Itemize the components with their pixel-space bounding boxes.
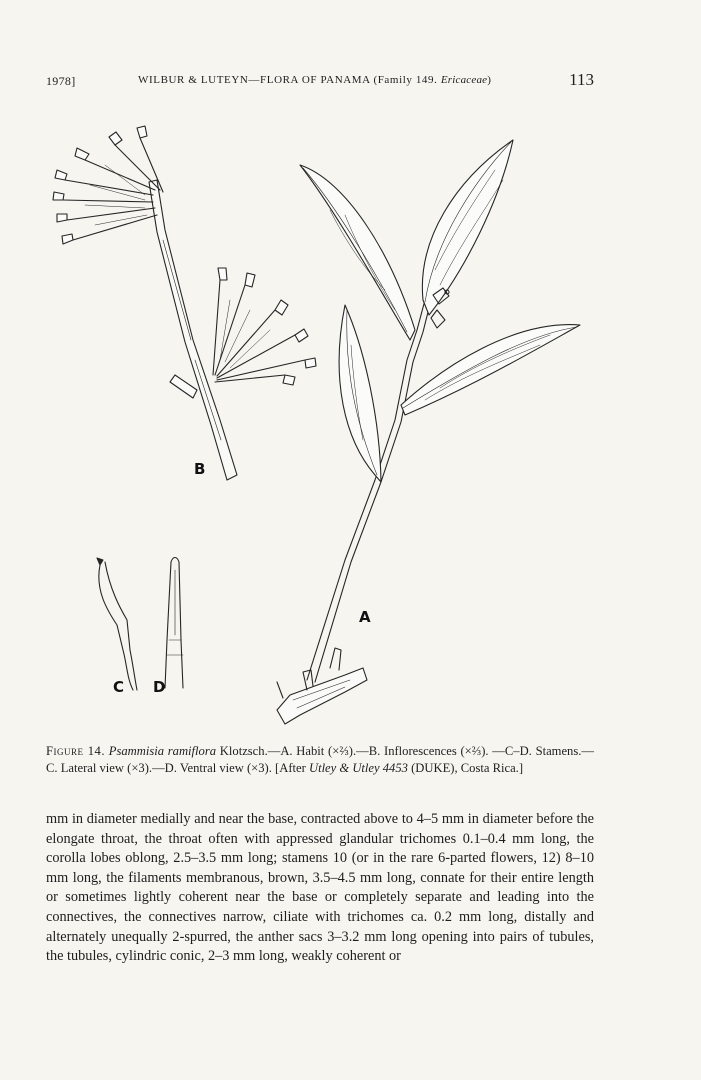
figure-label-a: A xyxy=(359,608,371,626)
figure-caption xyxy=(46,743,594,777)
stamen-lateral-c xyxy=(97,558,137,690)
caption-figure-number: Figure 14. xyxy=(46,744,105,758)
caption-species: Psammisia ramiflora xyxy=(108,744,217,758)
botanical-illustration xyxy=(45,120,655,740)
running-header xyxy=(46,70,594,92)
header-title-main: WILBUR & LUTEYN—FLORA OF PANAMA (Family 149. xyxy=(138,74,438,86)
header-title xyxy=(138,74,492,86)
caption-text-1: Klotzsch.—A. Habit (×⅔).—B. Inflorescences (×⅔). —C–D. Stamens.—C. Lateral view (×3).—D. Ventral view (×3). [After xyxy=(46,744,594,775)
header-title-family: Ericaceae xyxy=(440,74,488,86)
figure-label-c: C xyxy=(113,678,125,696)
figure-label-d: D xyxy=(153,678,166,696)
figure-label-b: B xyxy=(194,460,206,478)
caption-after: Utley & Utley 4453 xyxy=(308,761,408,775)
plant-drawing xyxy=(45,120,655,740)
inflorescence-drawing-b xyxy=(53,126,316,480)
header-title-close: ) xyxy=(487,74,492,86)
stamen-ventral-d xyxy=(165,558,183,689)
habit-drawing-a xyxy=(277,140,580,724)
caption-text-2: (DUKE), Costa Rica.] xyxy=(407,761,524,775)
body-paragraph: mm in diameter medially and near the base, contracted above to 4–5 mm in diameter before the elongate throat, the throat often with appressed glandular trichomes 0.1–0.4 mm long, the corolla lobes oblong, 2.5–3.5 mm long; stamens 10 (or in the rare 6-parted flowers, 12) 8–10 mm long, the filaments membranous, brown, 3.5–4.5 mm long, connate for their entire length or sometimes lightly coherent near the base or completely separate and leading into the connectives, the connectives narrow, ciliate with trichomes ca. 0.2 mm long, distally and alternately unequally 2-spurred, the anther sacs 3–3.2 mm long opening into pairs of tubules, the tubules, cylindric conic, 2–3 mm long, weakly coherent or xyxy=(46,811,594,965)
page-number: 113 xyxy=(569,70,594,89)
header-year: 1978] xyxy=(46,74,76,88)
